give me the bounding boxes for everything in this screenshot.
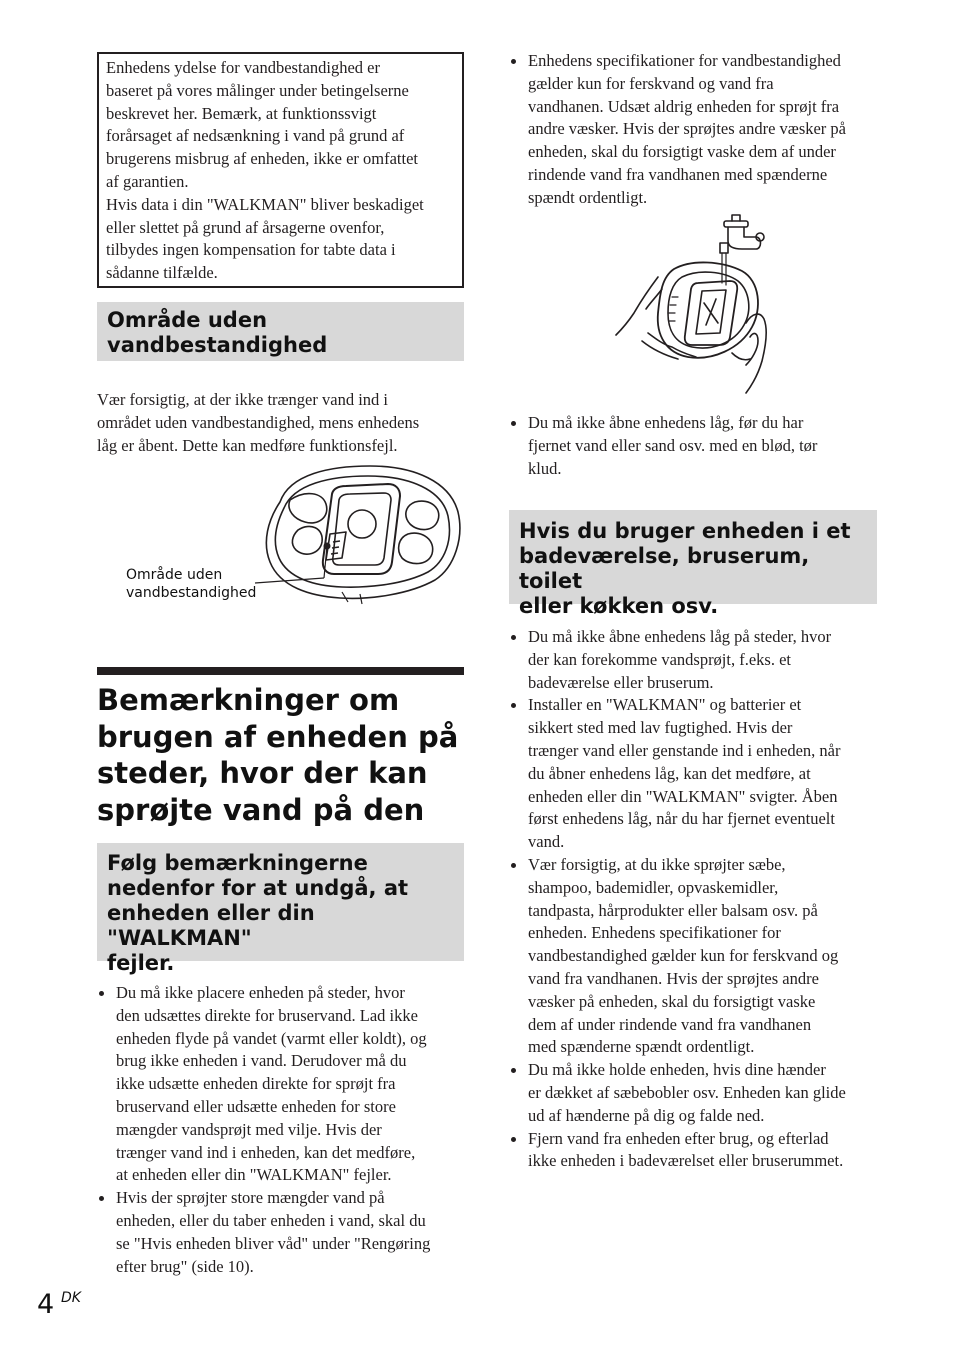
item-line: Du må ikke placere enheden på steder, hvor [116,983,405,1002]
notice-line: eller slettet på grund af årsagerne ovenfor, [106,217,385,237]
callout-line: Område uden [126,567,223,583]
item-line: sikkert sted med lav fugtighed. Hvis der [528,718,793,738]
notice-line: Hvis data i din "WALKMAN" bliver beskadiget [106,194,424,214]
title-line: sprøjte vand på den [97,792,425,827]
item-line: vandbestandighed gælder kun for ferskvand og [528,946,839,966]
heading-line: Område uden [107,308,268,332]
heading-line: badeværelse, bruserum, toilet [519,544,810,593]
item-line: dem af under rindende vand fra vandhanen [528,1014,812,1034]
follow-notes-list [97,982,469,1278]
item-line: shampoo, bademidler, opvaskemidler, [528,877,779,897]
heading-line: fejler. [107,951,175,975]
list-item [97,982,469,1187]
item-line: med spænderne spændt ordentligt. [528,1037,755,1057]
notice-line: tilbydes ingen kompensation for tabte data i [106,240,396,260]
item-line: trænger vand ind i enheden, kan det medføre, [116,1142,416,1162]
item-line: der kan forekomme vandsprøjt, f.eks. et [528,649,792,669]
item-line: efter brug" (side 10). [116,1256,254,1276]
item-line: vand. [528,832,565,852]
item-line: Installer en "WALKMAN" og batterier et [528,695,802,715]
item-line: Fjern vand fra enheden efter brug, og efterlad [528,1128,829,1148]
item-line: Du må ikke holde enheden, hvis dine hænder [528,1060,826,1080]
non-waterproof-heading [97,302,464,361]
list-item [509,50,889,210]
item-line: ikke udsætte enheden direkte for sprøjt fra [116,1074,396,1094]
notice-line: af garantien. [106,171,189,191]
item-line: den udsættes direkte for bruservand. Lad ikke [116,1005,418,1025]
notice-line: brugerens misbrug af enheden, ikke er omfattet [106,149,419,169]
item-line: vandhanen. Udsæt aldrig enheden for sprøjt fra [528,96,840,116]
item-line: badeværelse eller bruserum. [528,672,714,692]
page-language-code: DK [61,1290,81,1306]
item-line: vand fra vandhanen. Hvis der sprøjtes andre [528,968,819,988]
item-line: brug ikke enheden i vand. Derudover må du [116,1051,407,1071]
item-line: ikke enheden i badeværelset eller bruserummet. [528,1151,844,1171]
item-line: spændt ordentligt. [528,187,648,207]
bathroom-heading [509,510,877,618]
notice-line: baseret på vores målinger under betingelserne [106,80,409,100]
item-line: ud af hænderne på dig og falde ned. [528,1105,765,1125]
item-line: mængder vandsprøjt med vilje. Hvis der [116,1119,382,1139]
list-item [509,412,889,480]
item-line: enheden, eller du taber enheden i vand, skal du [116,1210,426,1230]
heading-line: vandbestandighed [107,333,328,357]
item-line: Enhedens specifikationer for vandbestandighed [528,51,841,70]
heading-line: eller køkken osv. [519,594,719,618]
page-number: 4 [37,1289,55,1320]
notice-line: forårsaget af nedsænkning i vand på grund af [106,126,405,146]
item-line: andre væsker. Hvis der sprøjtes andre væsker på [528,119,847,139]
non-waterproof-body [97,389,467,457]
title-line: steder, hvor der kan [97,756,428,790]
notice-line: sådanne tilfælde. [106,263,218,283]
notice-line: Enhedens ydelse for vandbestandighed er [106,58,380,77]
heading-line: Følg bemærkningerne [107,851,368,875]
body-line: området uden vandbestandighed, mens enhedens [97,412,420,432]
open-device-illustration [250,462,465,612]
item-line: Du må ikke åbne enhedens låg, før du har [528,413,804,432]
list-item [509,626,889,694]
list-item [509,694,889,854]
item-line: gælder kun for ferskvand og vand fra [528,73,774,93]
item-line: først enhedens låg, når du har fjernet eventuelt [528,809,835,829]
item-line: enheden, skal du forsigtigt vaske dem af under [528,142,836,162]
list-item [509,854,889,1059]
item-line: fjernet vand eller sand osv. med en blød, tør [528,435,818,455]
spec-note-list [509,50,889,210]
non-waterproof-callout-label [126,566,256,602]
item-line: enheden eller din "WALKMAN" svigter. Åben [528,786,838,806]
follow-notes-heading [97,843,464,975]
section-rule [97,667,464,675]
item-line: væsker på enheden, skal du forsigtigt vaske [528,991,816,1011]
title-line: Bemærkninger om [97,683,400,717]
body-line: Vær forsigtig, at der ikke trænger vand ind i [97,390,388,409]
bathroom-notes-list [509,626,889,1173]
rinsing-under-tap-illustration [612,213,777,398]
item-line: Hvis der sprøjter store mængder vand på [116,1188,385,1208]
heading-line: enheden eller din "WALKMAN" [107,901,315,950]
callout-line: vandbestandighed [126,585,257,601]
body-line: låg er åbent. Dette kan medføre funktionsfejl. [97,435,398,455]
notice-line: beskrevet her. Bemærk, at funktionssvigt [106,103,377,123]
item-line: enheden. Enhedens specifikationer for [528,923,781,943]
item-line: Vær forsigtig, at du ikke sprøjter sæbe, [528,854,786,874]
open-lid-note-list [509,412,889,480]
item-line: Du må ikke åbne enhedens låg på steder, hvor [528,627,832,646]
item-line: at enheden eller din "WALKMAN" fejler. [116,1165,392,1185]
item-line: enheden flyde på vandet (varmt eller koldt), og [116,1028,427,1048]
item-line: bruservand eller udsætte enheden for store [116,1096,396,1116]
list-item [509,1128,889,1174]
item-line: rindende vand fra vandhanen med spænderne [528,164,828,184]
list-item [97,1187,469,1278]
item-line: tandpasta, hårprodukter eller balsam osv. på [528,900,818,920]
title-line: brugen af enheden på [97,719,459,754]
heading-line: Hvis du bruger enheden i et [519,519,851,543]
item-line: er dækket af sæbebobler osv. Enheden kan glide [528,1082,846,1102]
heading-line: nedenfor for at undgå, at [107,876,409,900]
list-item [509,1059,889,1127]
item-line: du åbner enhedens låg, kan det medføre, at [528,763,811,783]
item-line: klud. [528,458,562,478]
warranty-notice-box [97,52,464,288]
main-section-title [97,682,464,828]
item-line: se "Hvis enheden bliver våd" under "Rengøring [116,1233,431,1253]
item-line: trænger vand eller genstande ind i enheden, når [528,740,841,760]
